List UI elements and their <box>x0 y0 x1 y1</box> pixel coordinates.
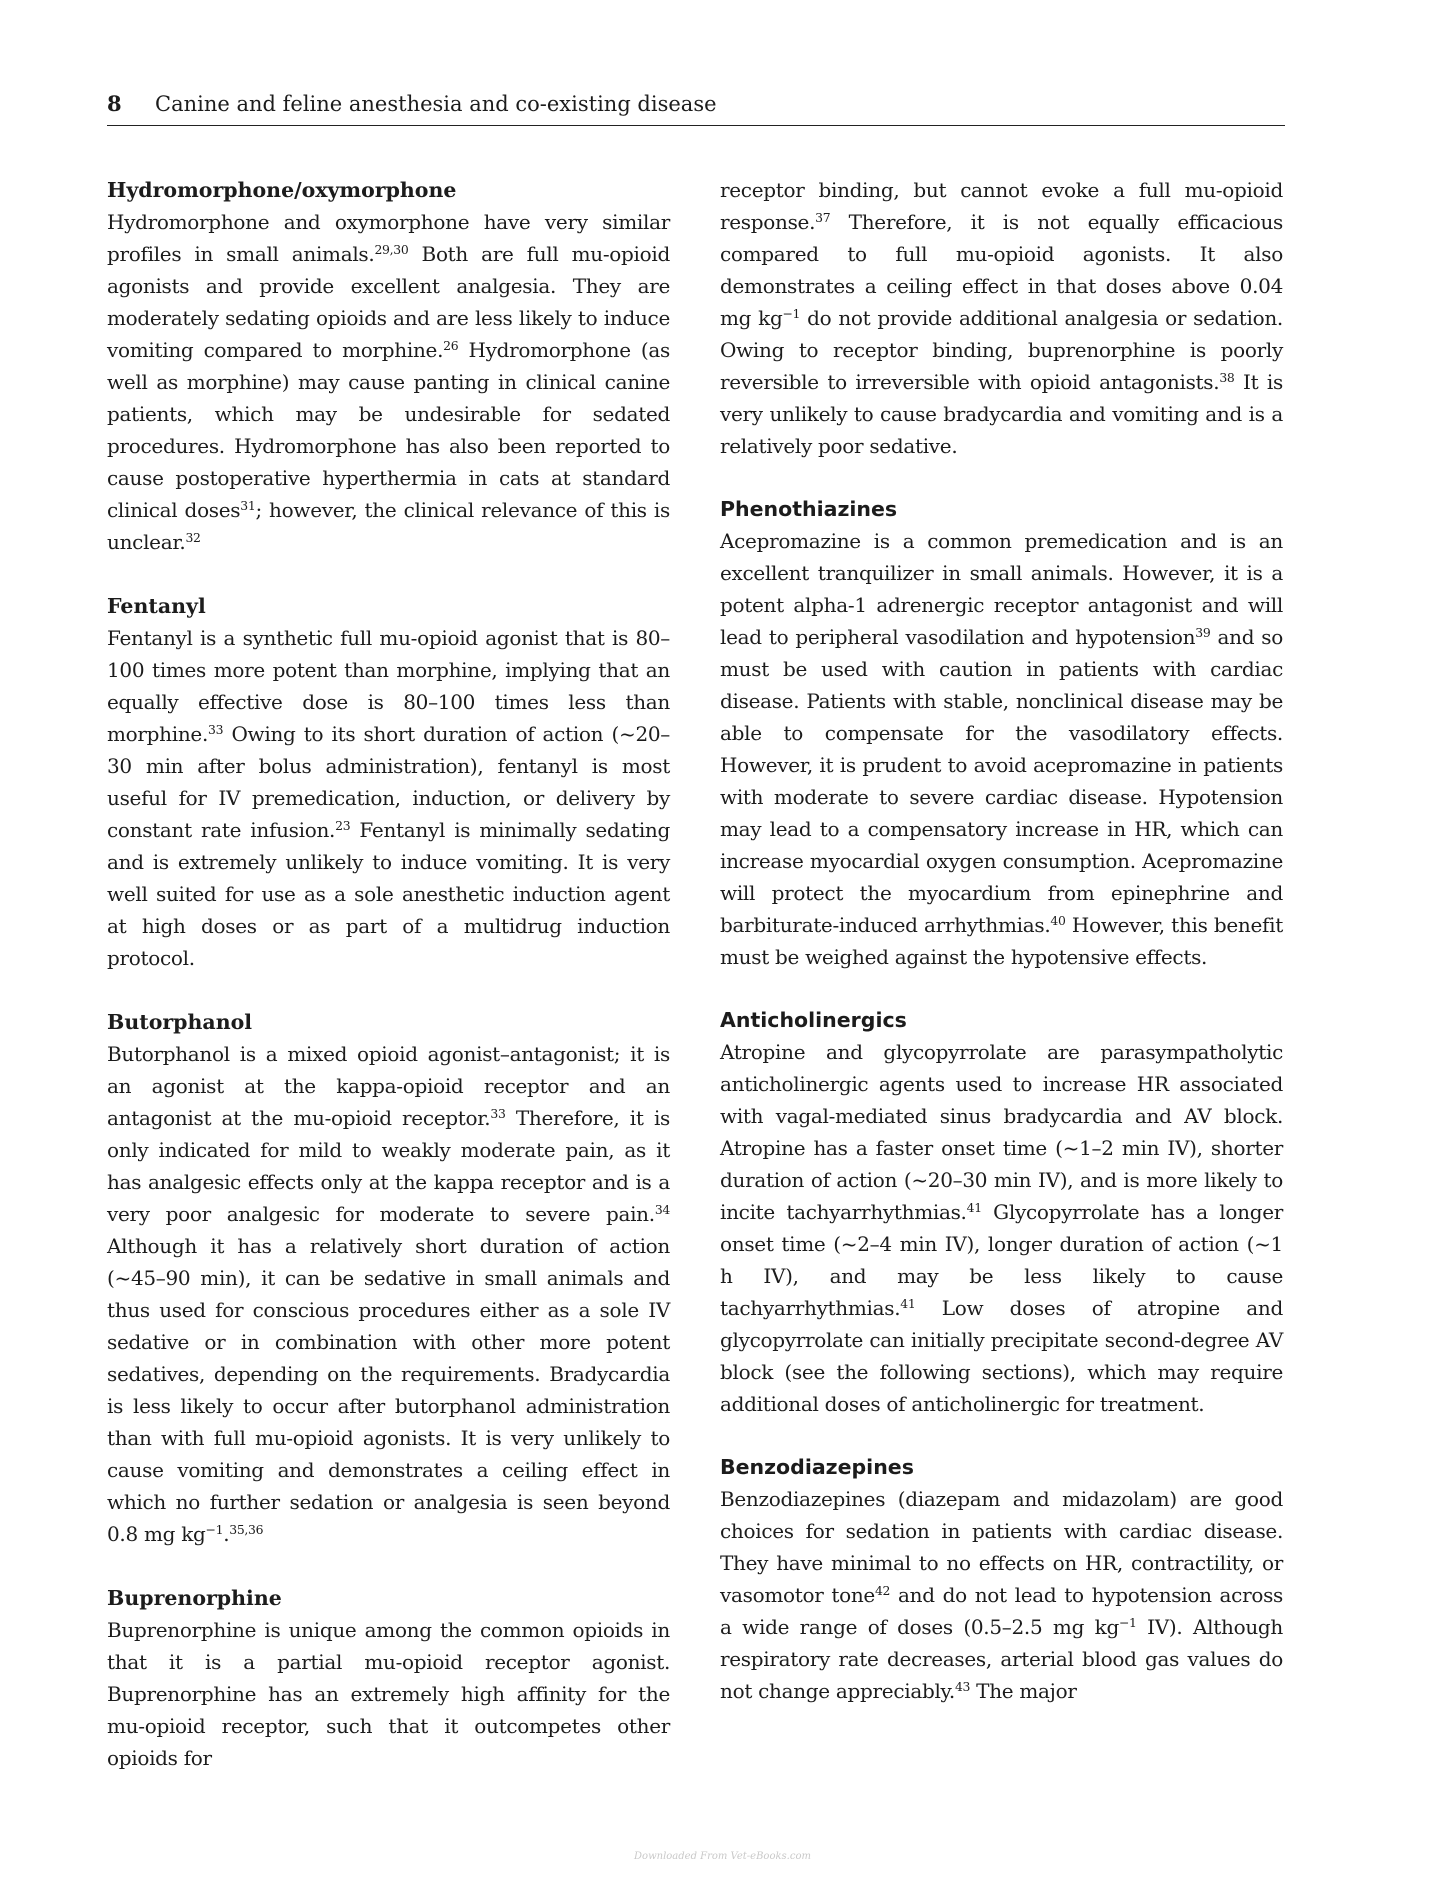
text-run: ; however, the clinical relevance of this is unclear. <box>107 498 670 554</box>
section-buprenorphine <box>107 1582 670 1774</box>
download-watermark: Downloaded From Vet-eBooks.com <box>634 1851 811 1862</box>
text-run: However, this benefit must be weighed against the hypotensive effects. <box>720 913 1283 969</box>
text-run: The major <box>970 1679 1077 1703</box>
section-heading: Benzodiazepines <box>720 1455 914 1479</box>
section-paragraph <box>107 206 670 558</box>
unit-exponent: −1 <box>205 1522 224 1538</box>
section-heading: Fentanyl <box>107 594 206 618</box>
section-anticholinergics <box>720 1004 1283 1420</box>
text-run: Acepromazine is a common premedication and is an excellent tranquilizer in small animals. However, it is a potent alpha-1 adrenergic receptor antagonist and will lead to peripheral vasodilation and hypotension <box>720 529 1283 649</box>
section-heading: Hydromorphone/oxymorphone <box>107 178 457 202</box>
text-run: IV). Although respiratory rate decreases, arterial blood gas values do not change appreciably. <box>720 1615 1283 1703</box>
citation-ref: 42 <box>874 1583 891 1599</box>
section-paragraph <box>720 174 1283 462</box>
running-header <box>107 86 1285 126</box>
citation-ref: 41 <box>966 1200 982 1216</box>
text-run: Buprenorphine is unique among the common opioids in that it is a partial mu-opioid receptor agonist. Buprenorphine has an extremely high affinity for the mu-opioid receptor, such that it outcompetes other opioids for <box>107 1618 670 1770</box>
section-paragraph <box>107 622 670 974</box>
text-run: Atropine and glycopyrrolate are parasympatholytic anticholinergic agents used to increase HR associated with vagal-mediated sinus bradycardia and AV block. Atropine has a faster onset time (~1–2 min IV), shorter duration of action (~20–30 min IV), and is more likely to incite tachyarrhythmias. <box>720 1040 1283 1224</box>
text-run: do not provide additional analgesia or sedation. Owing to receptor binding, buprenorphine is poorly reversible to irreversible with opioid antagonists. <box>720 306 1283 394</box>
citation-ref: 29,30 <box>374 242 409 258</box>
section-heading: Anticholinergics <box>720 1008 907 1032</box>
section-paragraph <box>107 1038 670 1550</box>
citation-ref: 23 <box>335 818 351 834</box>
section-phenothiazines <box>720 493 1283 973</box>
text-run: . <box>223 1522 230 1546</box>
section-hydromorphone <box>107 174 670 558</box>
section-heading: Butorphanol <box>107 1010 253 1034</box>
section-butorphanol <box>107 1006 670 1550</box>
text-run: and so must be used with caution in patients with cardiac disease. Patients with stable, nonclinical disease may be able to compensate for the vasodilatory effects. However, it is prudent to avoid acepromazine in patients with moderate to severe cardiac disease. Hypotension may lead to a compensatory increase in HR, which can increase myocardial oxygen consumption. Acepromazine will protect the myocardium from epinephrine and barbiturate-induced arrhythmias. <box>720 625 1284 937</box>
text-run: Hydromorphone (as well as morphine) may cause panting in clinical canine patients, which may be undesirable for sedated procedures. Hydromorphone has also been reported to cause postoperative hyperthermia in cats at standard clinical doses <box>107 338 670 522</box>
section-heading: Phenothiazines <box>720 497 898 521</box>
section-paragraph <box>720 1483 1283 1707</box>
section-fentanyl <box>107 590 670 974</box>
text-run: and do not lead to hypotension across a wide range of doses (0.5–2.5 mg kg <box>720 1583 1284 1639</box>
citation-ref: 38 <box>1219 370 1235 386</box>
text-run: receptor binding, but cannot evoke a full mu-opioid response. <box>720 178 1283 234</box>
citation-ref: 33 <box>490 1106 506 1122</box>
text-run: Fentanyl is a synthetic full mu-opioid agonist that is 80–100 times more potent than morphine, implying that an equally effective dose is 80–100 times less than morphine. <box>107 626 670 746</box>
text-run: Glycopyrrolate has a longer onset time (~2–4 min IV), longer duration of action (~1 h IV), and may be less likely to cause tachyarrhythmias. <box>720 1200 1283 1320</box>
text-run: Benzodiazepines (diazepam and midazolam) are good choices for sedation in patients with cardiac disease. They have minimal to no effects on HR, contractility, or vasomotor tone <box>720 1487 1283 1607</box>
text-run: Both are full mu-opioid agonists and provide excellent analgesia. They are moderately sedating opioids and are less likely to induce vomiting compared to morphine. <box>107 242 670 362</box>
section-paragraph <box>720 525 1283 973</box>
page-number: 8 <box>107 91 122 116</box>
unit-exponent: −1 <box>1118 1615 1137 1631</box>
citation-ref: 31 <box>240 498 256 514</box>
section-paragraph <box>720 1036 1283 1420</box>
running-title: Canine and feline anesthesia and co-existing disease <box>155 92 717 116</box>
citation-ref: 35,36 <box>229 1522 264 1538</box>
text-run: Low doses of atropine and glycopyrrolate can initially precipitate second-degree AV block (see the following sections), which may require additional doses of anticholinergic for treatment. <box>720 1296 1283 1416</box>
text-run: Hydromorphone and oxymorphone have very similar profiles in small animals. <box>107 210 670 266</box>
text-run: Fentanyl is minimally sedating and is extremely unlikely to induce vomiting. It is very well suited for use as a sole anesthetic induction agent at high doses or as part of a multidrug induction protocol. <box>107 818 670 970</box>
section-heading: Buprenorphine <box>107 1586 282 1610</box>
text-run: Butorphanol is a mixed opioid agonist–antagonist; it is an agonist at the kappa-opioid receptor and an antagonist at the mu-opioid receptor. <box>107 1042 670 1130</box>
citation-ref: 26 <box>443 338 459 354</box>
text-run: Although it has a relatively short duration of action (~45–90 min), it can be sedative in small animals and thus used for conscious procedures either as a sole IV sedative or in combination with other more potent sedatives, depending on the requirements. Bradycardia is less likely to occur after butorphanol administration than with full mu-opioid agonists. It is very unlikely to cause vomiting and demonstrates a ceiling effect in which no further sedation or analgesia is seen beyond 0.8 mg kg <box>107 1234 670 1546</box>
left-column <box>107 174 670 1806</box>
citation-ref: 43 <box>954 1679 971 1695</box>
unit-exponent: −1 <box>782 306 801 322</box>
citation-ref: 37 <box>815 210 831 226</box>
right-column <box>720 174 1283 1738</box>
citation-ref: 33 <box>208 722 224 738</box>
section-paragraph <box>107 1614 670 1774</box>
citation-ref: 41 <box>900 1296 916 1312</box>
section-buprenorphine-continued <box>720 174 1283 462</box>
citation-ref: 34 <box>654 1202 670 1218</box>
text-run: Owing to its short duration of action (~20–30 min after bolus administration), fentanyl is most useful for IV premedication, induction, or delivery by constant rate infusion. <box>107 722 670 842</box>
text-run: Therefore, it is only indicated for mild to weakly moderate pain, as it has analgesic effects only at the kappa receptor and is a very poor analgesic for moderate to severe pain. <box>107 1106 670 1226</box>
section-benzodiazepines <box>720 1451 1283 1707</box>
text-run: It is very unlikely to cause bradycardia and vomiting and is a relatively poor sedative. <box>720 370 1283 458</box>
text-run: Therefore, it is not equally efficacious compared to full mu-opioid agonists. It also demonstrates a ceiling effect in that doses above 0.04 mg kg <box>720 210 1283 330</box>
citation-ref: 40 <box>1050 913 1066 929</box>
citation-ref: 32 <box>185 530 201 546</box>
citation-ref: 39 <box>1195 625 1211 641</box>
